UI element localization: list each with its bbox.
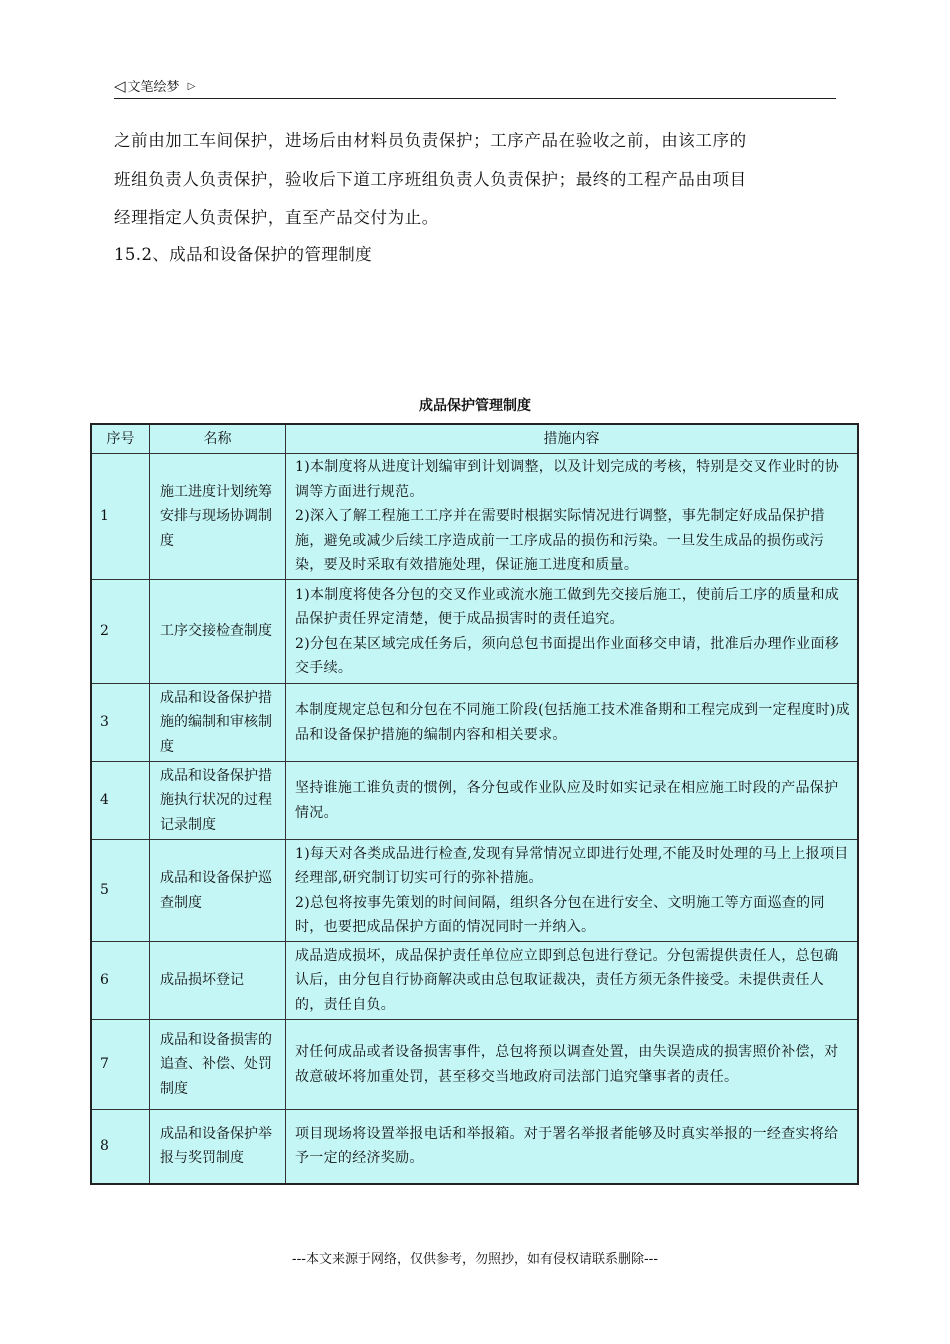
table-caption: 成品保护管理制度 [419, 398, 531, 414]
content-item: 项目现场将设置举报电话和举报箱。对于署名举报者能够及时真实举报的一经查实将给予一定的经济奖励。 [295, 1125, 839, 1167]
content-item: 对任何成品或者设备损害事件，总包将预以调查处置，由失误造成的损害照价补偿，对故意破坏将加重处罚，甚至移交当地政府司法部门追究肇事者的责任。 [295, 1044, 839, 1085]
table-row [91, 684, 858, 762]
page-header [114, 74, 836, 99]
content-item: 本制度规定总包和分包在不同施工阶段(包括施工技术准备期和工程完成到一定程度时)成品和设备保护措施的编制内容和相关要求。 [295, 702, 850, 743]
header-name: 名称 [150, 424, 286, 454]
table-row [91, 1110, 858, 1184]
row-name: 成品和设备保护措施执行状况的过程记录制度 [150, 762, 286, 840]
row-number: 2 [91, 580, 150, 684]
row-content [286, 942, 859, 1020]
row-content [286, 454, 859, 580]
row-number: 7 [91, 1020, 150, 1110]
row-content [286, 684, 859, 762]
row-number: 4 [91, 762, 150, 840]
row-content [286, 840, 859, 942]
content-item: 2)深入了解工程施工工序并在需要时根据实际情况进行调整，事先制定好成品保护措施，避免或减少后续工序造成前一工序成品的损伤和污染。一旦发生成品的损伤或污染，要及时采取有效措施处理，保证施工进度和质量。 [295, 508, 825, 574]
row-name: 成品和设备保护巡查制度 [150, 840, 286, 942]
footer-disclaimer: ---本文来源于网络，仅供参考，勿照抄，如有侵权请联系删除--- [291, 1252, 659, 1267]
table-row [91, 1020, 858, 1110]
row-name: 成品和设备损害的追查、补偿、处罚制度 [150, 1020, 286, 1110]
table-header-row [91, 424, 858, 454]
row-content [286, 762, 859, 840]
content-item: 1)本制度将使各分包的交叉作业或流水施工做到先交接后施工，使前后工序的质量和成品保护责任界定清楚，便于成品损害时的责任追究。 [295, 586, 840, 627]
section-title: 15.2、成品和设备保护的管理制度 [114, 245, 373, 264]
content-item: 2)分包在某区域完成任务后，须向总包书面提出作业面移交申请，批准后办理作业面移交手续。 [295, 635, 840, 676]
row-number: 6 [91, 942, 150, 1020]
table-row [91, 840, 858, 942]
triangle-left-icon: ◁ [114, 77, 126, 95]
row-number: 8 [91, 1110, 150, 1184]
row-name: 成品和设备保护举报与奖罚制度 [150, 1110, 286, 1184]
table-row [91, 762, 858, 840]
header-text: 文笔绘梦 [127, 80, 180, 95]
paragraph-line: 之前由加工车间保护，进场后由材料员负责保护；工序产品在验收之前，由该工序的 [114, 131, 747, 150]
management-table [90, 423, 859, 1185]
row-name: 成品损坏登记 [150, 942, 286, 1020]
row-content [286, 580, 859, 684]
content-item: 坚持谁施工谁负责的惯例，各分包或作业队应及时如实记录在相应施工时段的产品保护情况。 [295, 780, 839, 821]
header-brand [114, 76, 195, 95]
row-number: 1 [91, 454, 150, 580]
content-item: 2)总包将按事先策划的时间间隔，组织各分包在进行安全、文明施工等方面巡查的同时，也要把成品保护方面的情况同时一并纳入。 [295, 894, 825, 935]
header-no: 序号 [91, 424, 150, 454]
content-item: 1)本制度将从进度计划编审到计划调整，以及计划完成的考核，特别是交叉作业时的协调等方面进行规范。 [295, 459, 840, 500]
triangle-right-icon: ▷ [187, 81, 196, 92]
table-row [91, 580, 858, 684]
body-paragraph [114, 122, 838, 238]
table-row [91, 942, 858, 1020]
table-row [91, 454, 858, 580]
row-name: 工序交接检查制度 [150, 580, 286, 684]
row-number: 3 [91, 684, 150, 762]
row-name: 成品和设备保护措施的编制和审核制度 [150, 684, 286, 762]
paragraph-line: 班组负责人负责保护，验收后下道工序班组负责人负责保护；最终的工程产品由项目 [114, 169, 747, 189]
row-content [286, 1110, 859, 1184]
paragraph-line: 经理指定人负责保护，直至产品交付为止。 [114, 208, 439, 227]
row-number: 5 [91, 840, 150, 942]
content-item: 1)每天对各类成品进行检查,发现有异常情况立即进行处理,不能及时处理的马上上报项目经理部,研究制订切实可行的弥补措施。 [295, 845, 849, 886]
header-content: 措施内容 [286, 424, 859, 454]
row-content [286, 1020, 859, 1110]
content-item: 成品造成损坏，成品保护责任单位应立即到总包进行登记。分包需提供责任人，总包确认后，由分包自行协商解决或由总包取证裁决，责任方须无条件接受。未提供责任人的，责任自负。 [295, 947, 839, 1013]
row-name: 施工进度计划统筹安排与现场协调制度 [150, 454, 286, 580]
